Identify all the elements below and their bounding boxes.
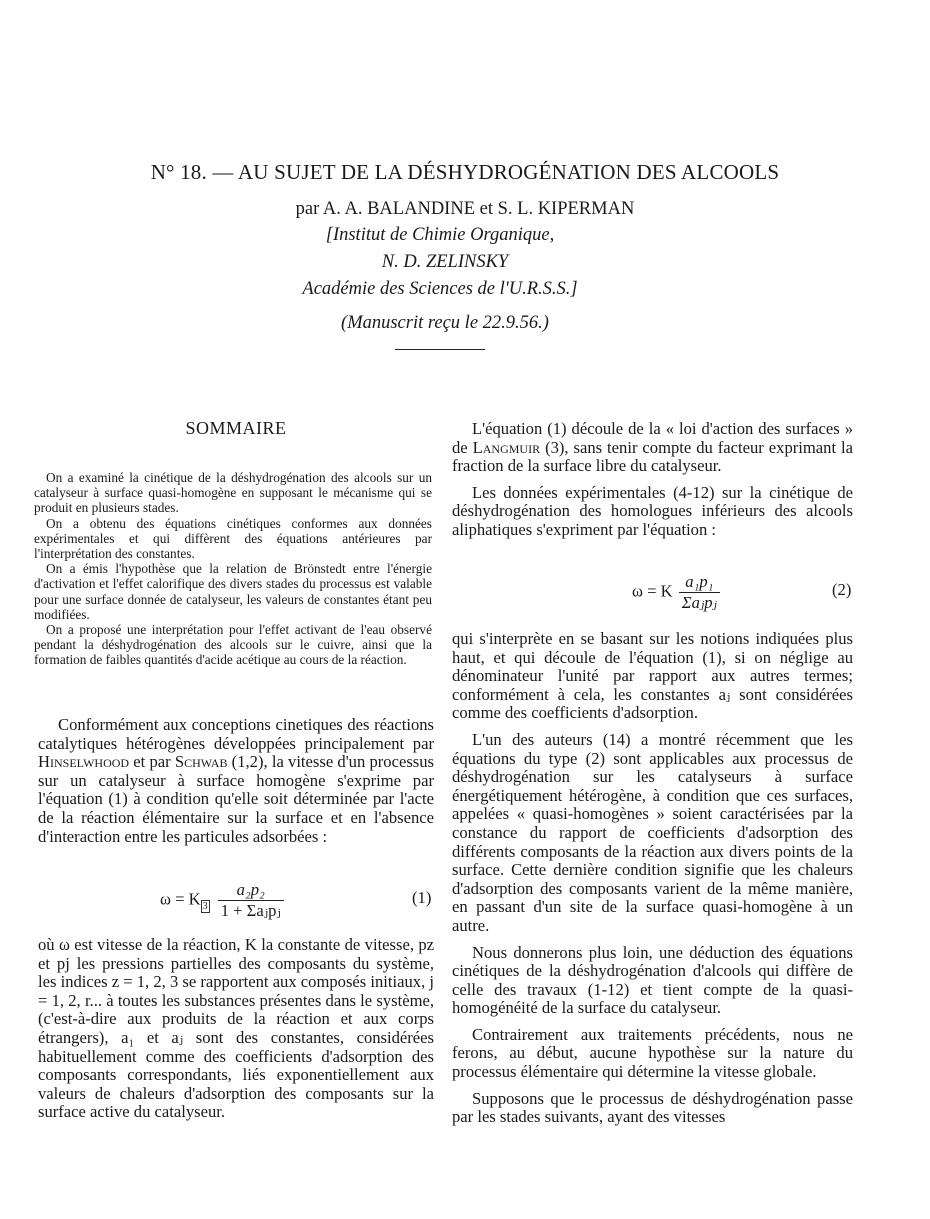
author-name-hinselwhood: Hinselwhood <box>38 752 130 772</box>
authors-line: par A. A. BALANDINE et S. L. KIPERMAN <box>295 199 635 219</box>
left-column-intro <box>38 716 434 846</box>
equation-2-number: (2) <box>832 580 852 599</box>
received-date: (Manuscrit reçu le 22.9.56.) <box>341 313 549 333</box>
body-paragraph: Supposons que le processus de déshydrogénation passe par les stades suivants, ayant des vitesses <box>452 1088 853 1127</box>
abstract-paragraph: On a émis l'hypothèse que la relation de Brönstedt entre l'énergie d'activation et l'effet calorifique des divers stades du processus est valable pour une surface donnée de catalyseur, les valeurs de constantes étant peu modifiées. <box>34 561 432 622</box>
sommaire-heading: SOMMAIRE <box>185 418 287 438</box>
author-name-langmuir: Langmuir <box>472 437 541 457</box>
author-name-schwab: Schwab <box>174 752 228 772</box>
article-title: N° 18. — AU SUJET DE LA DÉSHYDROGÉNATION DES ALCOOLS <box>150 160 780 184</box>
affiliation-line-3: Académie des Sciences de l'U.R.S.S.] <box>302 279 578 299</box>
body-paragraph: Les données expérimentales (4-12) sur la cinétique de déshydrogénation des homologues inférieurs des alcools aliphatiques s'expriment par l'équation : <box>452 482 853 539</box>
right-column-body <box>452 630 853 1127</box>
sommaire-abstract <box>34 470 432 668</box>
body-paragraph: L'un des auteurs (14) a montré récemment que les équations du type (2) sont applicables aux processus de déshydrogénation sur les catalyseurs à surface énergétiquement hétérogène, à condition que ces surfaces, appelées « quasi-homogènes » soient caractérisées par la constance du rapport de coefficients d'adsorption des différents composants de la réaction aux divers points de la surface. Cette dernière condition signifie que les chaleurs d'adsorption des composants varient de la même manière, en passant d'un site de la surface quasi-homogène à un autre. <box>452 729 853 935</box>
affiliation-line-2: N. D. ZELINSKY <box>381 252 509 272</box>
equation-1: ω = K $_3$ $\frac{\text{a₂p₂}}{\text{1 + Σaⱼpⱼ}}$ <box>160 880 284 921</box>
abstract-paragraph: On a proposé une interprétation pour l'effet activant de l'eau observé pendant la déshydrogénation des alcools sur le cuivre, ainsi que la formation de faibles quantités d'acide acétique au cours de la réaction. <box>34 622 432 668</box>
body-paragraph: Conformément aux conceptions cinetiques des réactions catalytiques hétérogènes développées principalement par Hinselwhood et par Schwab (1,2), la vitesse d'un processus sur un catalyseur à surface homogène s'exprime par l'équation (1) à condition qu'elle soit déterminée par l'acte de la réaction élémentaire sur la surface et en l'absence d'interaction entre les particules adsorbées : <box>38 715 435 846</box>
body-paragraph: L'équation (1) découle de la « loi d'action des surfaces » de Langmuir (3), sans tenir compte du facteur exprimant la fraction de la surface libre du catalyseur. <box>452 419 853 476</box>
left-column-definitions <box>38 936 434 1122</box>
body-paragraph: Contrairement aux traitements précédents, nous ne ferons, au début, aucune hypothèse sur la nature du processus élémentaire qui détermine la vitesse globale. <box>452 1024 853 1082</box>
body-paragraph: où ω est vitesse de la réaction, K la constante de vitesse, pz et pj les pressions partielles des composants du système, les indices z = 1, 2, 3 se rapportent aux composés initiaux, j = 1, 2, r... à toutes les substances présentes dans le système, (c'est-à-dire aux produits de la réaction et aux corps étrangers), a₁ et aⱼ sont des constantes, considérées habituellement comme des coefficients d'adsorption des composants correspondants, liés exponentiellement aux valeurs de chaleurs d'adsorption des composants sur la surface active du catalyseur. <box>38 935 434 1122</box>
title-divider <box>395 349 485 350</box>
abstract-paragraph: On a obtenu des équations cinétiques conformes aux données expérimentales et qui diffèrent des équations antérieures par l'interprétation des constantes. <box>34 515 432 562</box>
right-column-top <box>452 420 853 540</box>
equation-1-number: (1) <box>412 888 432 907</box>
affiliation-line-1: [Institut de Chimie Organique, <box>325 225 555 245</box>
equation-2: ω = K $\frac{\text{a₁p₁}}{\text{Σaⱼpⱼ}}$ <box>632 572 720 613</box>
body-paragraph: Nous donnerons plus loin, une déduction des équations cinétiques de la déshydrogénation d'alcools qui diffère de celle des travaux (1-12) et tient compte de la quasi-homogénéité de la surface du catalyseur. <box>452 942 853 1018</box>
body-paragraph: qui s'interprète en se basant sur les notions indiquées plus haut, et qui découle de l'équation (1), si on néglige au dénominateur l'unité par rapport aux autres termes; conformément à cela, les constantes aⱼ sont considérées comme des coefficients d'adsorption. <box>452 629 853 723</box>
abstract-paragraph: On a examiné la cinétique de la déshydrogénation des alcools sur un catalyseur à surface quasi-homogène en supposant le mécanisme qui se produit en plusieurs stades. <box>34 470 432 516</box>
